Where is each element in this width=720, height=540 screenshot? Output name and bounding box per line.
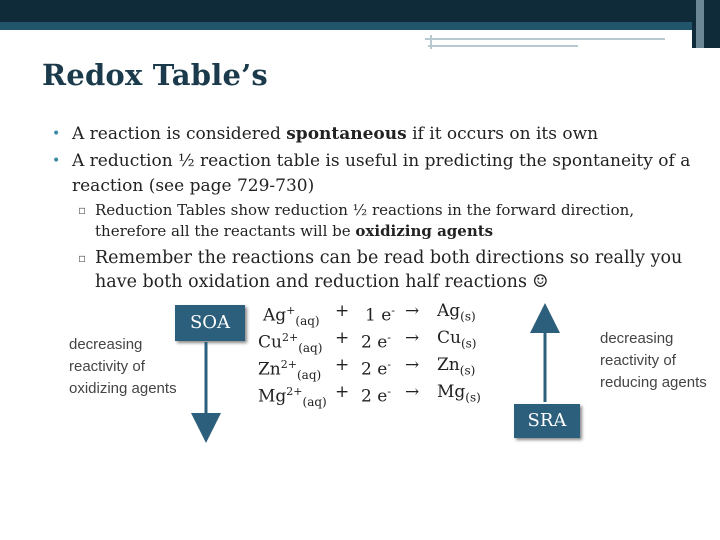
plus-sign: + <box>335 382 350 402</box>
square-bullet-icon: ▫ <box>78 251 87 265</box>
reaction-arrow-icon: → <box>405 301 420 321</box>
bullet-dot-icon: • <box>52 126 61 142</box>
reaction-arrow-icon: → <box>405 382 420 402</box>
reducing-agents-trend-label: decreasing reactivity of reducing agents <box>600 330 707 391</box>
electrons: 2 e- <box>361 385 391 407</box>
reactant-ion: $Ag^+_{(aq)}$ <box>263 304 320 329</box>
square-bullet-icon: ▫ <box>78 203 87 217</box>
bullet-text: if it occurs on its own <box>406 124 599 144</box>
oxidizing-agents-trend-label: decreasing reactivity of oxidizing agents <box>69 336 177 397</box>
product: $Mg_{(s)}$ <box>437 382 481 405</box>
product: $Zn_{(s)}$ <box>437 355 476 378</box>
electrons: 2 e- <box>361 358 391 380</box>
sub-bullet-text: Remember the reactions can be read both directions so really you have both oxidation and reduction half reactions ☺ <box>95 248 683 292</box>
plus-sign: + <box>335 301 350 321</box>
product: $Ag_{(s)}$ <box>437 301 476 324</box>
plus-sign: + <box>335 355 350 375</box>
sub-bullet-text: Reduction Tables show reduction ½ reactions in the forward direction, therefore all the reactants will be <box>95 201 635 240</box>
bullet-dot-icon: • <box>52 153 61 169</box>
sub-bullet-bold-text: oxidizing agents <box>355 222 494 240</box>
slide-title: Redox Table’s <box>42 58 268 92</box>
reactant-ion: $Cu^{2+}_{(aq)}$ <box>258 331 323 356</box>
soa-label-box: SOA <box>175 305 245 341</box>
product: $Cu_{(s)}$ <box>437 328 477 351</box>
sra-label-box: SRA <box>514 404 580 438</box>
bullet-text: A reduction ½ reaction table is useful in predicting the spontaneity of a reaction (see page 729-730) <box>72 151 691 196</box>
reactant-ion: $Mg^{2+}_{(aq)}$ <box>258 385 327 410</box>
reaction-arrow-icon: → <box>405 328 420 348</box>
bullet-bold-text: spontaneous <box>286 124 407 144</box>
electrons: 1 e- <box>365 304 395 326</box>
reactant-ion: $Zn^{2+}_{(aq)}$ <box>258 358 322 383</box>
reaction-arrow-icon: → <box>405 355 420 375</box>
plus-sign: + <box>335 328 350 348</box>
bullet-text: A reaction is considered <box>72 124 287 144</box>
electrons: 2 e- <box>361 331 391 353</box>
